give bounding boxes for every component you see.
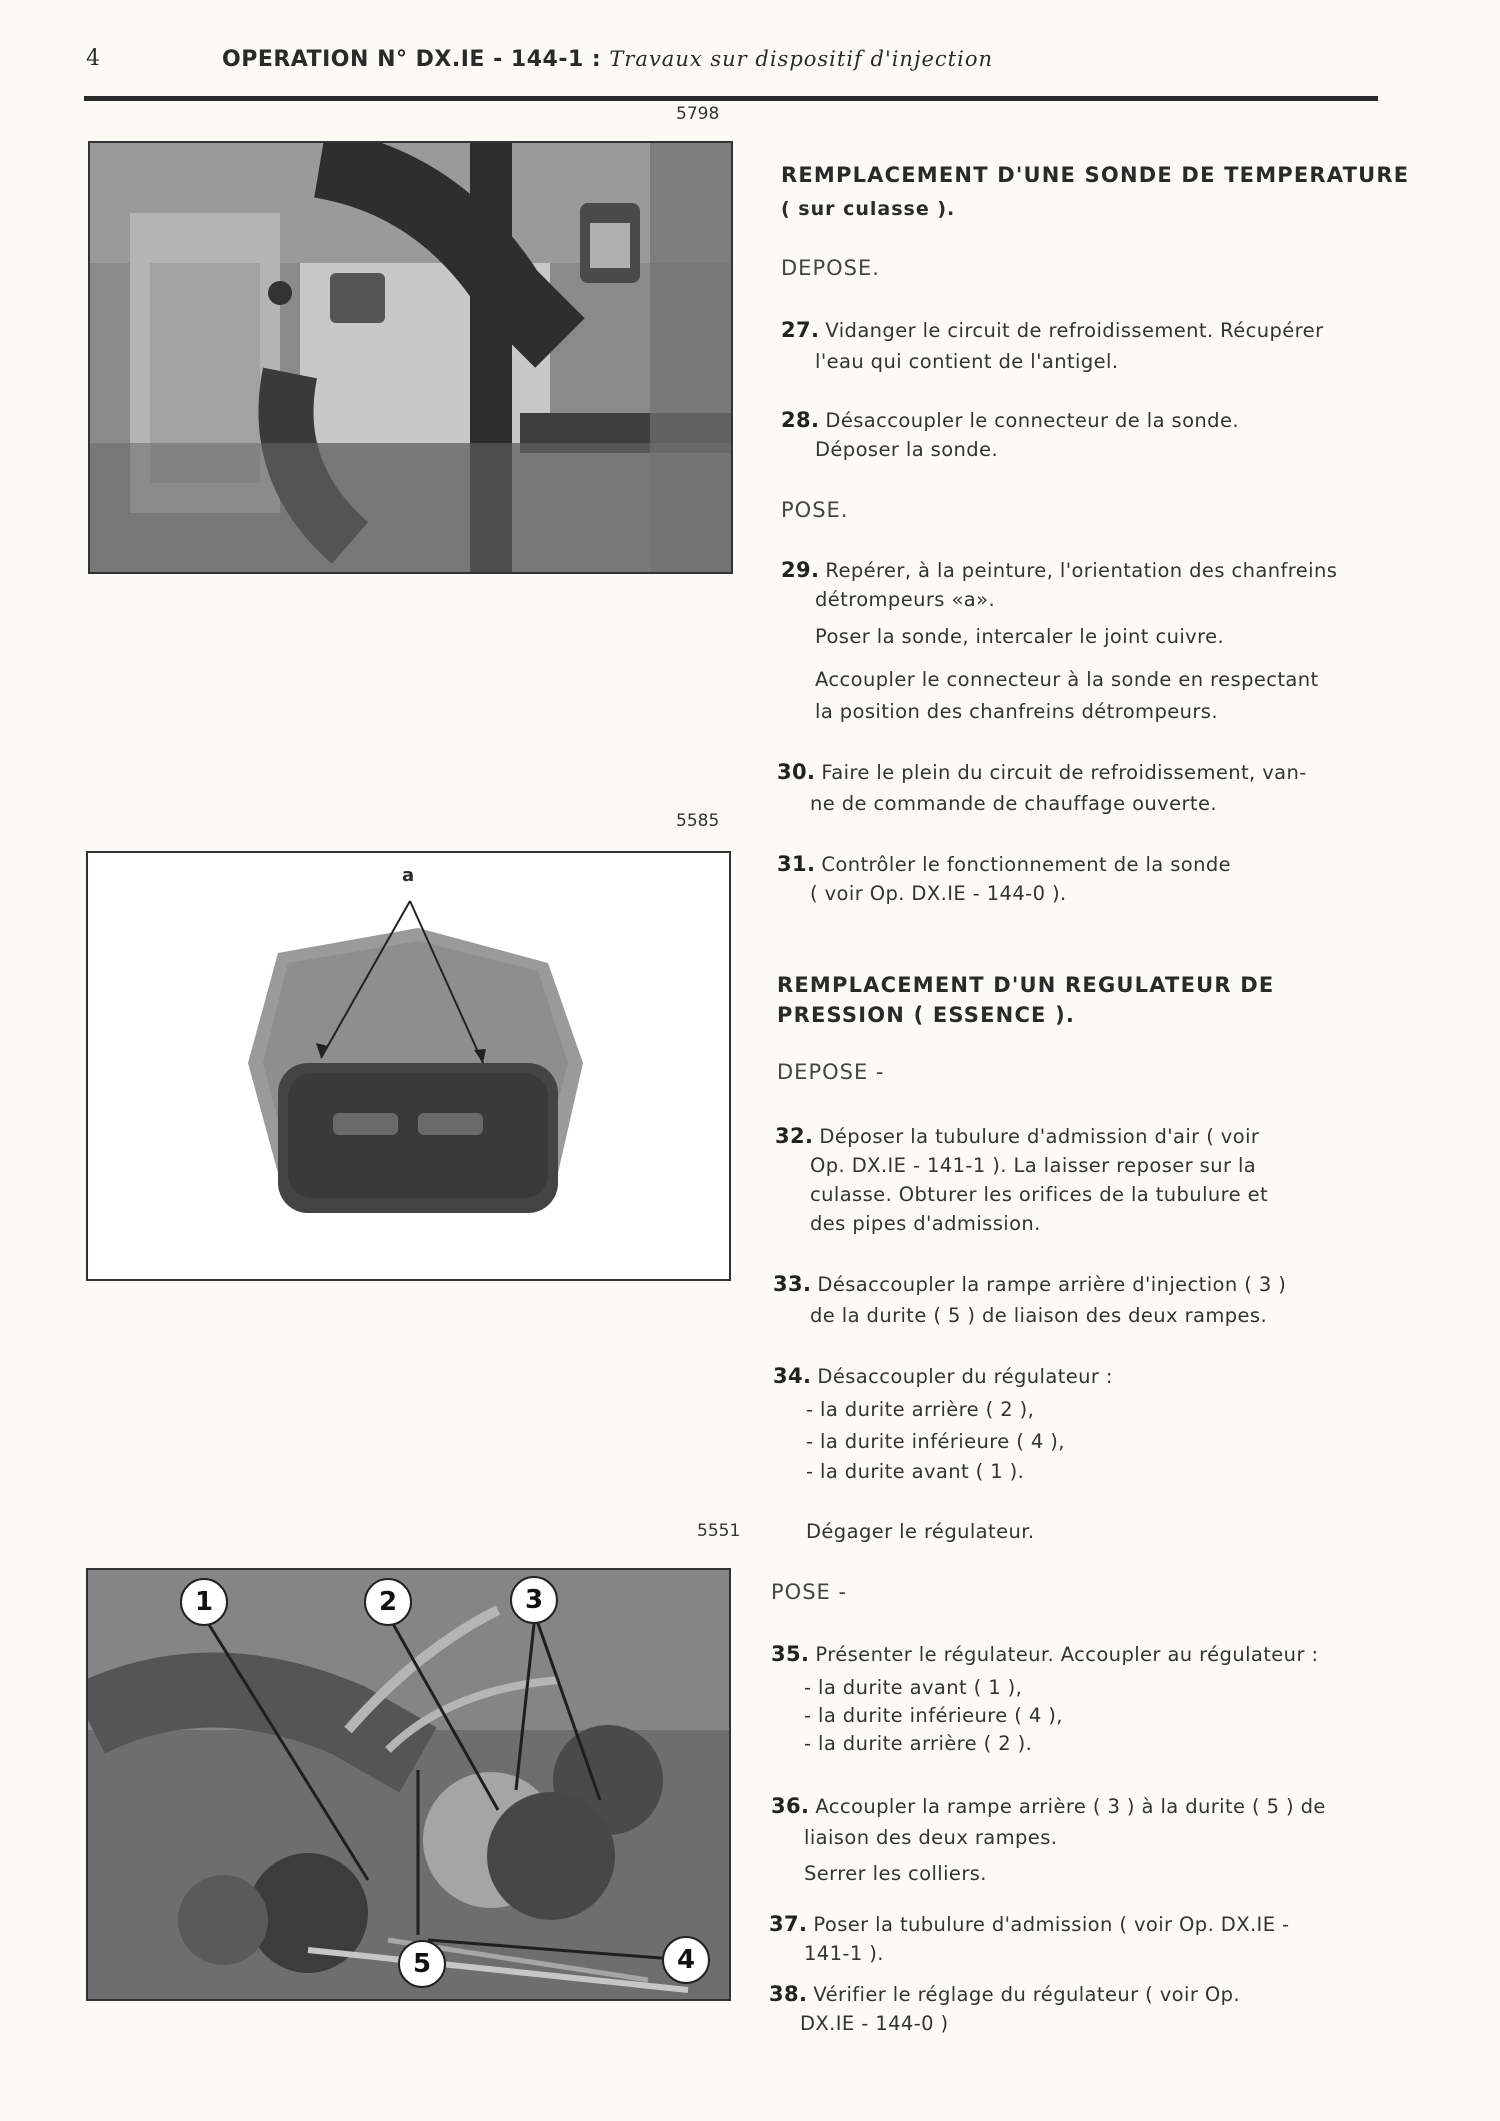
step-38 (769, 1982, 1240, 2006)
step-number: 36. (771, 1794, 810, 1818)
step-number: 37. (769, 1912, 808, 1936)
step-34 (773, 1364, 1113, 1388)
step-text: Repérer, à la peinture, l'orientation des chanfreins (825, 559, 1338, 582)
step-number: 28. (781, 408, 820, 432)
step-text: Contrôler le fonctionnement de la sonde (821, 853, 1232, 876)
section-title-pressure-regulator: REMPLACEMENT D'UN REGULATEUR DE (777, 973, 1275, 997)
step-30-line: ne de commande de chauffage ouverte. (810, 792, 1217, 815)
page-number: 4 (86, 46, 100, 71)
step-text: Désaccoupler le connecteur de la sonde. (825, 409, 1239, 432)
step-34-line: - la durite arrière ( 2 ), (806, 1398, 1035, 1421)
section-subtitle-culasse: ( sur culasse ). (781, 198, 956, 220)
step-27 (781, 318, 1324, 342)
step-32 (775, 1124, 1259, 1148)
step-number: 30. (777, 760, 816, 784)
step-29-line: la position des chanfreins détrompeurs. (815, 700, 1218, 723)
step-number: 31. (777, 852, 816, 876)
step-36 (771, 1794, 1326, 1818)
operation-subtitle: Travaux sur dispositif d'injection (609, 47, 993, 71)
pose-label-2: POSE - (771, 1580, 848, 1604)
step-35-line: - la durite arrière ( 2 ). (804, 1732, 1033, 1755)
step-text: Désaccoupler la rampe arrière d'injection ( 3 ) (817, 1273, 1287, 1296)
step-36-line: Serrer les colliers. (804, 1862, 987, 1885)
step-37-line: 141-1 ). (804, 1942, 884, 1965)
figure-number-5551: 5551 (697, 1521, 741, 1541)
step-27-line: l'eau qui contient de l'antigel. (815, 350, 1119, 373)
step-33 (773, 1272, 1286, 1296)
figure-number-5585: 5585 (676, 811, 720, 831)
step-35 (771, 1642, 1318, 1666)
callout-1: 1 (180, 1578, 228, 1626)
step-32-line: culasse. Obturer les orifices de la tubulure et (810, 1183, 1269, 1206)
operation-title: OPERATION N° DX.IE - 144-1 : (222, 47, 610, 72)
callout-5: 5 (398, 1940, 446, 1988)
section-title-temperature-sensor: REMPLACEMENT D'UNE SONDE DE TEMPERATURE (781, 163, 1410, 187)
step-text: Faire le plein du circuit de refroidissement, van- (821, 761, 1307, 784)
header-rule (84, 96, 1378, 101)
step-31 (777, 852, 1231, 876)
step-38-line: DX.IE - 144-0 ) (800, 2012, 949, 2035)
step-34-line: - la durite inférieure ( 4 ), (806, 1430, 1065, 1453)
step-32-line: des pipes d'admission. (810, 1212, 1041, 1235)
step-30 (777, 760, 1307, 784)
step-number: 38. (769, 1982, 808, 2006)
step-number: 27. (781, 318, 820, 342)
step-number: 29. (781, 558, 820, 582)
callout-4: 4 (662, 1936, 710, 1984)
engine-photo-temperature-sensor (88, 141, 733, 574)
callout-3: 3 (510, 1576, 558, 1624)
step-number: 35. (771, 1642, 810, 1666)
step-text: Présenter le régulateur. Accoupler au régulateur : (815, 1643, 1319, 1666)
pose-label-1: POSE. (781, 498, 849, 522)
step-text: Vérifier le réglage du régulateur ( voir Op. (813, 1983, 1240, 2006)
step-35-line: - la durite inférieure ( 4 ), (804, 1704, 1063, 1727)
step-36-line: liaison des deux rampes. (804, 1826, 1058, 1849)
step-29 (781, 558, 1337, 582)
depose-label-1: DEPOSE. (781, 256, 880, 280)
step-34-line: Dégager le régulateur. (806, 1520, 1035, 1543)
step-31-line: ( voir Op. DX.IE - 144-0 ). (810, 882, 1067, 905)
depose-label-2: DEPOSE - (777, 1060, 885, 1084)
page-title (222, 47, 993, 72)
step-33-line: de la durite ( 5 ) de liaison des deux rampes. (810, 1304, 1268, 1327)
step-number: 34. (773, 1364, 812, 1388)
step-37 (769, 1912, 1289, 1936)
figure-number-5798: 5798 (676, 104, 720, 124)
step-text: Déposer la tubulure d'admission d'air ( voir (819, 1125, 1260, 1148)
step-28-line: Déposer la sonde. (815, 438, 999, 461)
step-text: Désaccoupler du régulateur : (817, 1365, 1113, 1388)
section-title-pressure-regulator-line2: PRESSION ( ESSENCE ). (777, 1003, 1076, 1027)
step-text: Vidanger le circuit de refroidissement. Récupérer (825, 319, 1324, 342)
step-number: 32. (775, 1124, 814, 1148)
step-29-line: Poser la sonde, intercaler le joint cuivre. (815, 625, 1225, 648)
callout-a: a (402, 865, 415, 886)
step-34-line: - la durite avant ( 1 ). (806, 1460, 1025, 1483)
callout-2: 2 (364, 1578, 412, 1626)
sensor-connector-photo (86, 851, 731, 1281)
step-text: Poser la tubulure d'admission ( voir Op. DX.IE - (813, 1913, 1290, 1936)
step-29-line: détrompeurs «a». (815, 588, 996, 611)
step-35-line: - la durite avant ( 1 ), (804, 1676, 1023, 1699)
pressure-regulator-photo (86, 1568, 731, 2001)
step-number: 33. (773, 1272, 812, 1296)
step-32-line: Op. DX.IE - 141-1 ). La laisser reposer sur la (810, 1154, 1257, 1177)
step-28 (781, 408, 1239, 432)
step-text: Accoupler la rampe arrière ( 3 ) à la durite ( 5 ) de (815, 1795, 1326, 1818)
step-29-line: Accoupler le connecteur à la sonde en respectant (815, 668, 1319, 691)
